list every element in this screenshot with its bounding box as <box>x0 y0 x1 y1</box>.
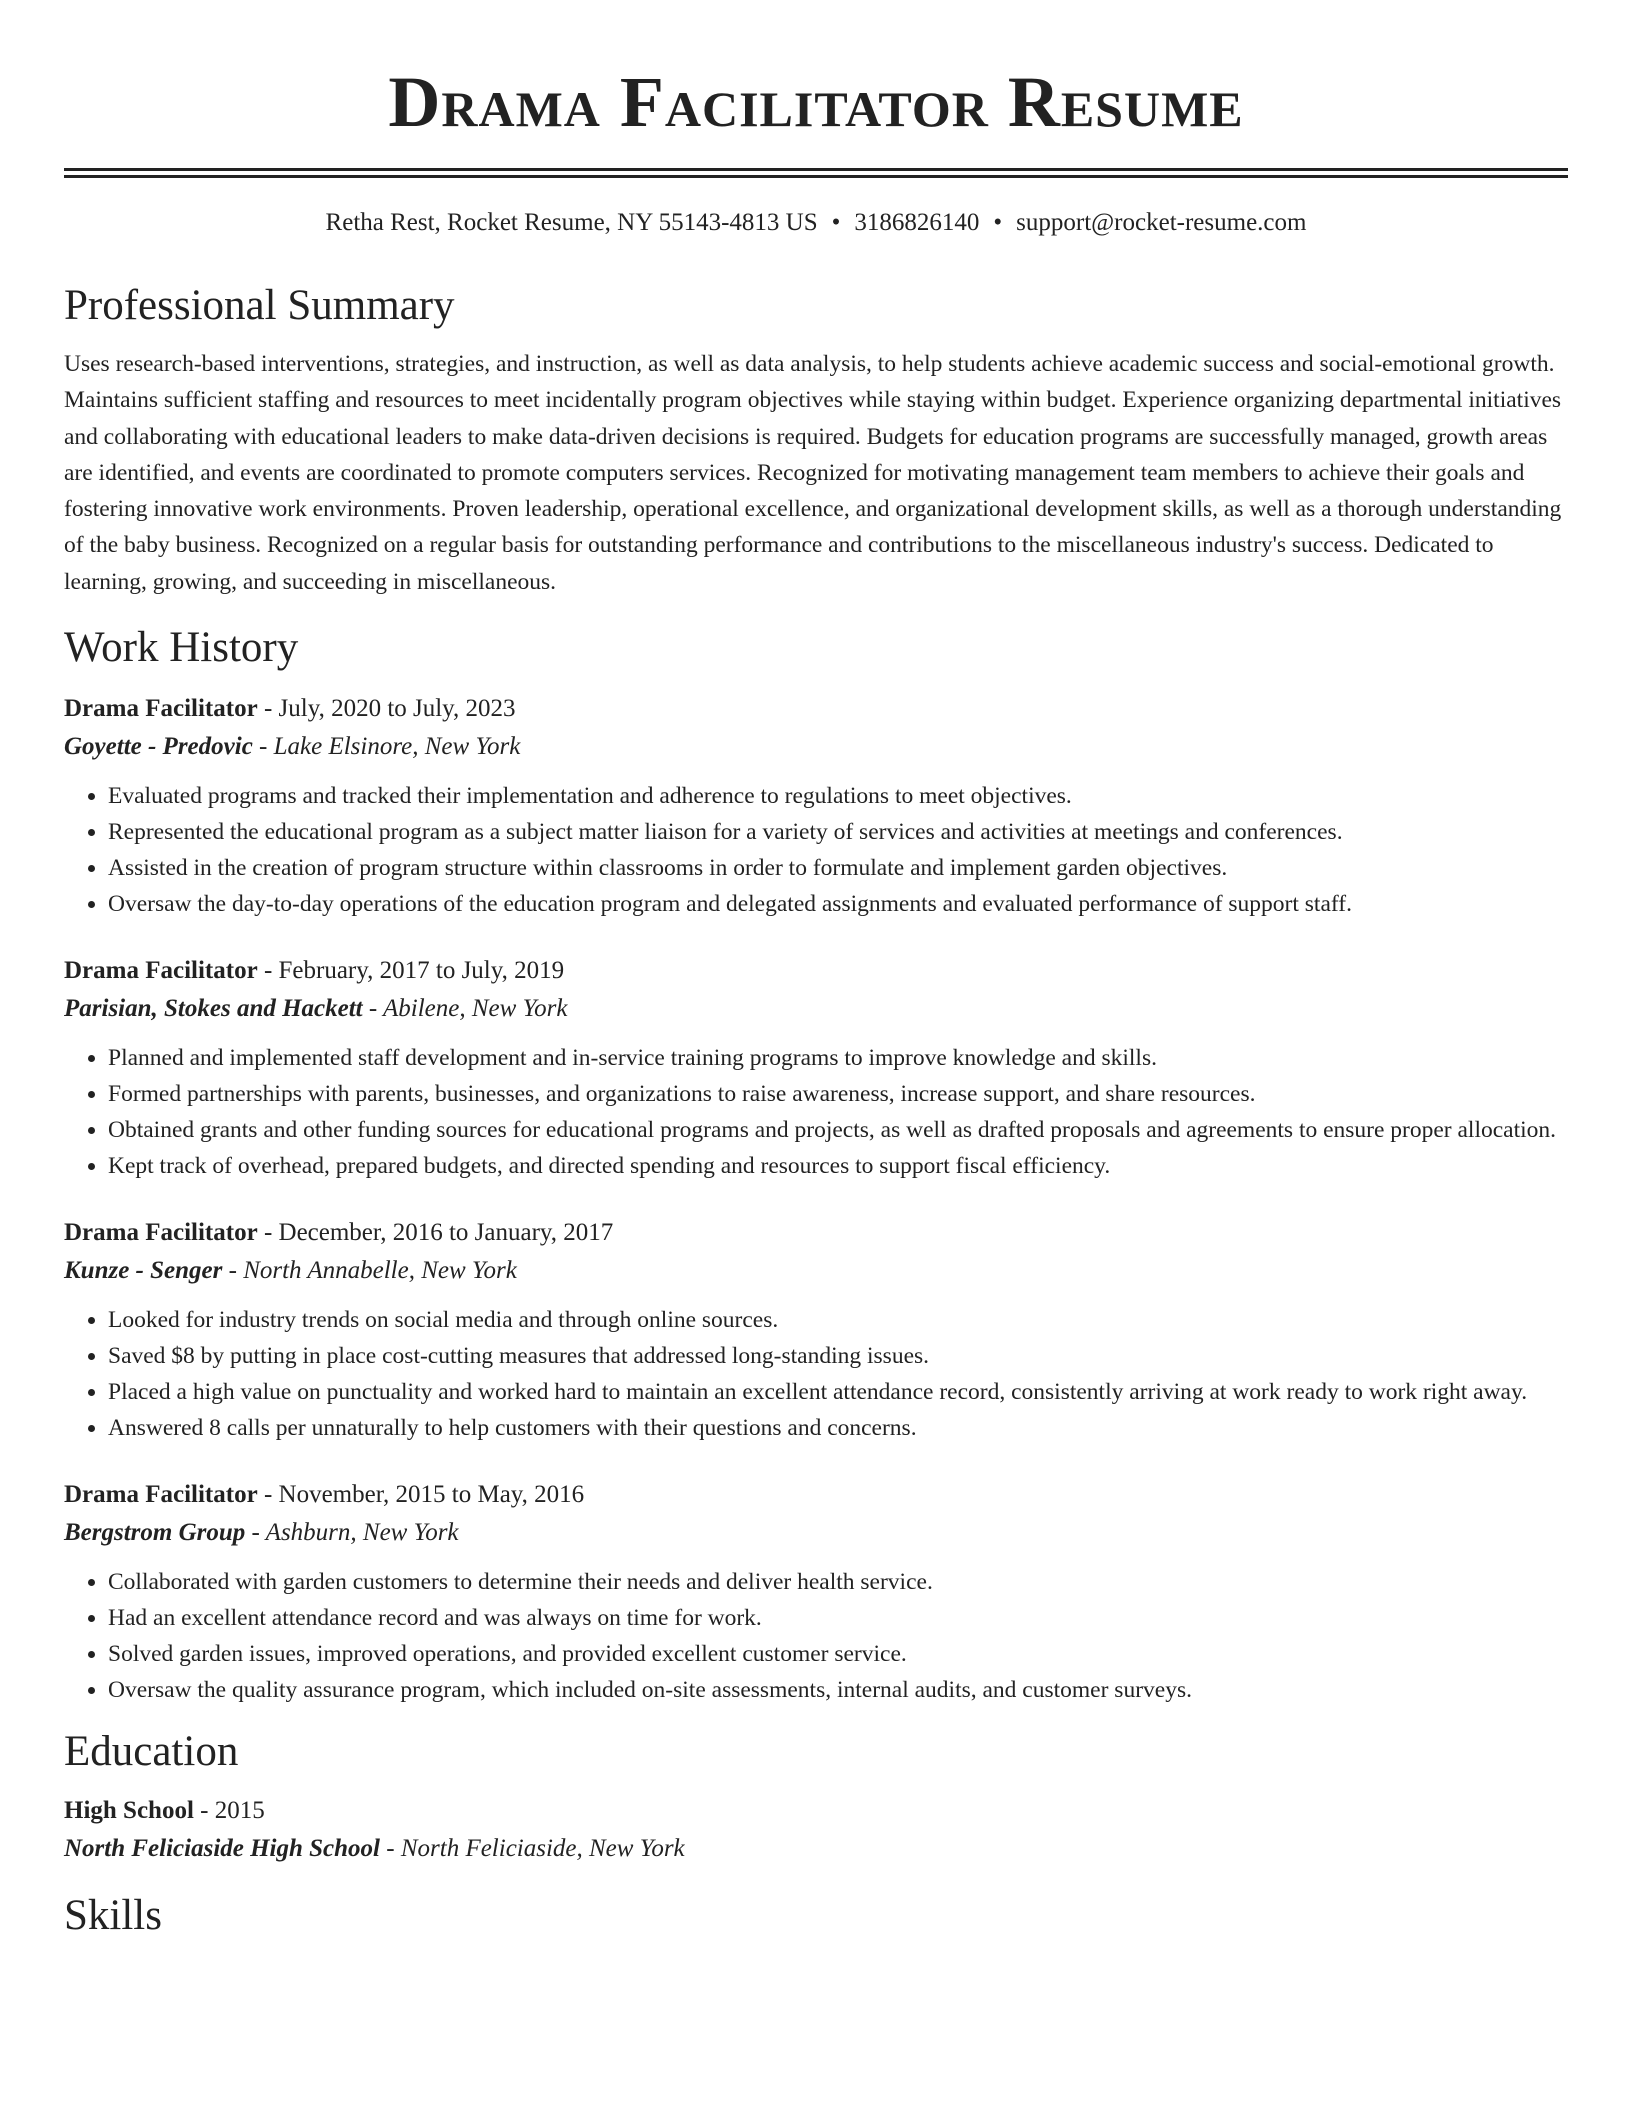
company-location: - Lake Elsinore, New York <box>252 733 521 761</box>
company-line <box>64 728 1568 766</box>
section-heading-skills: Skills <box>64 1892 162 1940</box>
job-bullet: • Formed partnerships with parents, businesses, and organizations to raise awareness, increase support, and share resources. <box>108 1076 1568 1112</box>
contact-line <box>64 206 1568 240</box>
professional-summary-section <box>64 280 1568 600</box>
job-bullet: • Obtained grants and other funding sources for educational programs and projects, as well as drafted proposals and agreements to ensure proper allocation. <box>108 1112 1568 1148</box>
education-entry <box>64 1792 1568 1868</box>
job-title: Drama Facilitator <box>64 695 258 723</box>
job-bullet: • Answered 8 calls per unnaturally to help customers with their questions and concerns. <box>108 1410 1568 1446</box>
job-title-line <box>64 690 1568 728</box>
job-bullet: • Evaluated programs and tracked their implementation and adherence to regulations to meet objectives. <box>108 778 1568 814</box>
resume-title: Drama Facilitator Resume <box>388 62 1244 142</box>
contact-address: Retha Rest, Rocket Resume, NY 55143-4813 US <box>325 209 818 236</box>
school-name: North Feliciaside High School <box>64 1835 381 1863</box>
section-heading-summary: Professional Summary <box>64 282 455 329</box>
job-bullet: • Placed a high value on punctuality and worked hard to maintain an excellent attendance record, consistently arriving at work ready to work right away. <box>108 1374 1568 1410</box>
job-bullet: • Solved garden issues, improved operations, and provided excellent customer service. <box>108 1636 1568 1672</box>
company-line <box>64 990 1568 1028</box>
job-title-line <box>64 1214 1568 1252</box>
job-bullets <box>64 1564 1568 1708</box>
job-dates: - July, 2020 to July, 2023 <box>257 695 516 723</box>
job-entry <box>64 1476 1568 1708</box>
job-bullet: • Oversaw the quality assurance program, which included on-site assessments, internal audits, and customer surveys. <box>108 1672 1568 1708</box>
education-section <box>64 1726 1568 1868</box>
company-name: Goyette - Predovic <box>64 733 253 761</box>
degree-line <box>64 1792 1568 1830</box>
job-bullet: • Collaborated with garden customers to determine their needs and deliver health service. <box>108 1564 1568 1600</box>
degree-year: - 2015 <box>193 1797 265 1825</box>
contact-phone: 3186826140 <box>854 209 980 236</box>
job-bullet: • Planned and implemented staff development and in-service training programs to improve knowledge and skills. <box>108 1040 1568 1076</box>
school-location: - North Feliciaside, New York <box>380 1835 685 1863</box>
contact-email: support@rocket-resume.com <box>1016 209 1307 236</box>
company-location: - Ashburn, New York <box>245 1519 459 1547</box>
job-bullet: • Represented the educational program as a subject matter liaison for a variety of services and activities at meetings and conferences. <box>108 814 1568 850</box>
section-heading-work: Work History <box>64 624 299 672</box>
summary-text: Uses research-based interventions, strategies, and instruction, as well as data analysis, to help students achieve academic success and social-emotional growth. Maintains sufficient staffing and resources to meet incidentally program objectives while staying within budget. Experience organizing departmental initiatives and collaborating with educational leaders to make data-driven decisions is required. Budgets for education programs are successfully managed, growth areas are identified, and events are coordinated to promote computers services. Recognized for motivating management team members to achieve their goals and fostering innovative work environments. Proven leadership, operational excellence, and organizational development skills, as well as a thorough understanding of the baby business. Recognized on a regular basis for outstanding performance and contributions to the miscellaneous industry's success. Dedicated to learning, growing, and succeeding in miscellaneous. <box>64 351 1562 595</box>
job-bullet: • Kept track of overhead, prepared budgets, and directed spending and resources to support fiscal efficiency. <box>108 1148 1568 1184</box>
title-double-rule <box>64 168 1568 178</box>
job-title: Drama Facilitator <box>64 1219 258 1247</box>
job-title: Drama Facilitator <box>64 957 258 985</box>
job-entry <box>64 952 1568 1184</box>
job-title-line <box>64 952 1568 990</box>
job-bullet: • Looked for industry trends on social media and through online sources. <box>108 1302 1568 1338</box>
job-bullets <box>64 778 1568 922</box>
job-bullet: • Saved $8 by putting in place cost-cutting measures that addressed long-standing issues. <box>108 1338 1568 1374</box>
section-heading-education: Education <box>64 1728 239 1776</box>
job-title: Drama Facilitator <box>64 1481 258 1509</box>
job-bullets <box>64 1302 1568 1446</box>
school-line <box>64 1830 1568 1868</box>
company-location: - Abilene, New York <box>362 995 568 1023</box>
work-history-section <box>64 622 1568 1708</box>
degree: High School <box>64 1797 194 1825</box>
company-name: Parisian, Stokes and Hackett <box>64 995 363 1023</box>
company-line <box>64 1252 1568 1290</box>
job-dates: - December, 2016 to January, 2017 <box>257 1219 614 1247</box>
job-bullets <box>64 1040 1568 1184</box>
contact-separator: • <box>993 209 1003 236</box>
job-title-line <box>64 1476 1568 1514</box>
job-dates: - November, 2015 to May, 2016 <box>257 1481 585 1509</box>
job-entry <box>64 1214 1568 1446</box>
job-bullet: • Oversaw the day-to-day operations of the education program and delegated assignments and evaluated performance of support staff. <box>108 886 1568 922</box>
company-name: Bergstrom Group <box>64 1519 246 1547</box>
company-name: Kunze - Senger <box>64 1257 223 1285</box>
skills-section <box>64 1890 1568 1942</box>
job-dates: - February, 2017 to July, 2019 <box>257 957 565 985</box>
company-location: - North Annabelle, New York <box>222 1257 517 1285</box>
job-bullet: • Assisted in the creation of program structure within classrooms in order to formulate and implement garden objectives. <box>108 850 1568 886</box>
company-line <box>64 1514 1568 1552</box>
job-bullet: • Had an excellent attendance record and was always on time for work. <box>108 1600 1568 1636</box>
job-entry <box>64 690 1568 922</box>
contact-separator: • <box>831 209 841 236</box>
